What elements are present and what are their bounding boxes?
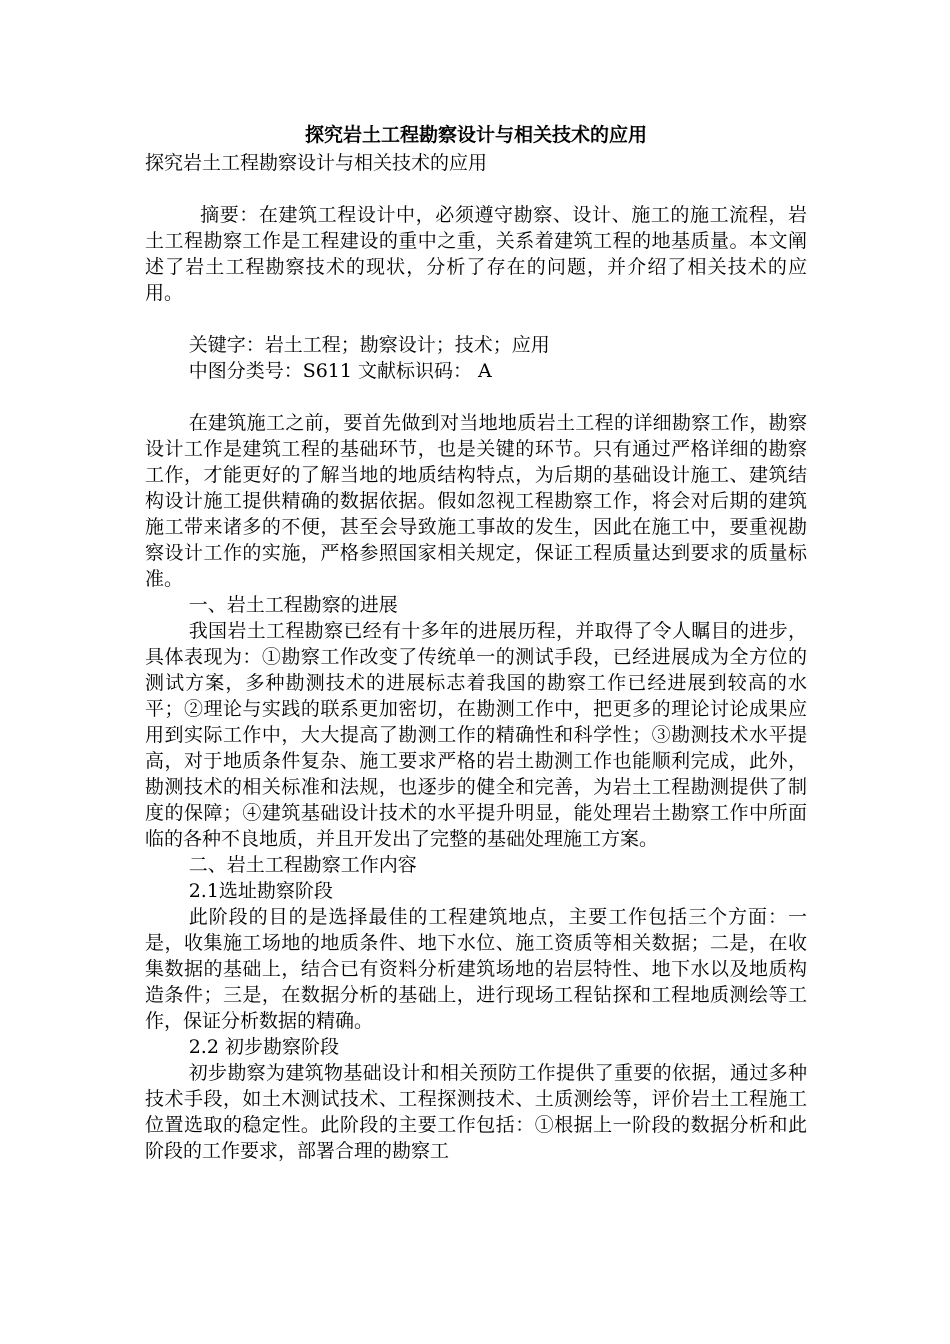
document-page: [145, 120, 807, 1164]
section2-2-heading: 2.2 初步勘察阶段: [188, 1036, 339, 1058]
section2-1-paragraph: 此阶段的目的是选择最佳的工程建筑地点，主要工作包括三个方面：一是，收集施工场地的地质条件、地下水位、施工资质等相关数据；二是，在收集数据的基础上，结合已有资料分析建筑场地的岩层特性、地下水以及地质构造条件；三是，在数据分析的基础上，进行现场工程钻探和工程地质测绘等工作，保证分析数据的精确。: [145, 906, 807, 1032]
abstract-paragraph: 摘要：在建筑工程设计中，必须遵守勘察、设计、施工的施工流程，岩土工程勘察工作是工程建设的重中之重，关系着建筑工程的地基质量。本文阐述了岩土工程勘察技术的现状，分析了存在的问题，并介绍了相关技术的应用。: [145, 204, 807, 304]
spacer: [145, 306, 807, 332]
keywords-line: 关键字：岩土工程；勘察设计；技术；应用: [188, 334, 550, 356]
document-title: 探究岩土工程勘察设计与相关技术的应用: [304, 124, 647, 146]
section2-heading: 二、岩土工程勘察工作内容: [188, 854, 417, 876]
section2-1-heading: 2.1选址勘察阶段: [188, 880, 333, 902]
intro-paragraph: 在建筑施工之前，要首先做到对当地地质岩土工程的详细勘察工作，勘察设计工作是建筑工程的基础环节，也是关键的环节。只有通过严格详细的勘察工作，才能更好的了解当地的地质结构特点，为后期的基础设计施工、建筑结构设计施工提供精确的数据依据。假如忽视工程勘察工作，将会对后期的建筑施工带来诸多的不便，甚至会导致施工事故的发生，因此在施工中，要重视勘察设计工作的实施，严格参照国家相关规定，保证工程质量达到要求的质量标准。: [145, 412, 807, 590]
spacer: [145, 176, 807, 202]
section1-paragraph: 我国岩土工程勘察已经有十多年的进展历程，并取得了令人瞩目的进步，具体表现为：①勘察工作改变了传统单一的测试手段，已经进展成为全方位的测试方案，多种勘测技术的进展标志着我国的勘察工作已经进展到较高的水平；②理论与实践的联系更加密切，在勘测工作中，把更多的理论讨论成果应用到实际工作中，大大提高了勘测工作的精确性和科学性；③勘测技术水平提高，对于地质条件复杂、施工要求严格的岩土勘测工作也能顺利完成，此外，勘测技术的相关标准和法规，也逐步的健全和完善，为岩土工程勘测提供了制度的保障；④建筑基础设计技术的水平提升明显，能处理岩土勘察工作中所面临的各种不良地质，并且开发出了完整的基础处理施工方案。: [145, 620, 807, 850]
spacer: [145, 384, 807, 410]
document-subtitle: 探究岩土工程勘察设计与相关技术的应用: [145, 152, 488, 174]
section1-heading: 一、岩土工程勘察的进展: [188, 594, 398, 616]
classification-line: 中图分类号：S611 文献标识码： A: [188, 360, 492, 382]
section2-2-paragraph: 初步勘察为建筑物基础设计和相关预防工作提供了重要的依据，通过多种技术手段，如土木测试技术、工程探测技术、土质测绘等，评价岩土工程施工位置选取的稳定性。此阶段的主要工作包括：①根据上一阶段的数据分析和此阶段的工作要求，部署合理的勘察工: [145, 1062, 807, 1162]
